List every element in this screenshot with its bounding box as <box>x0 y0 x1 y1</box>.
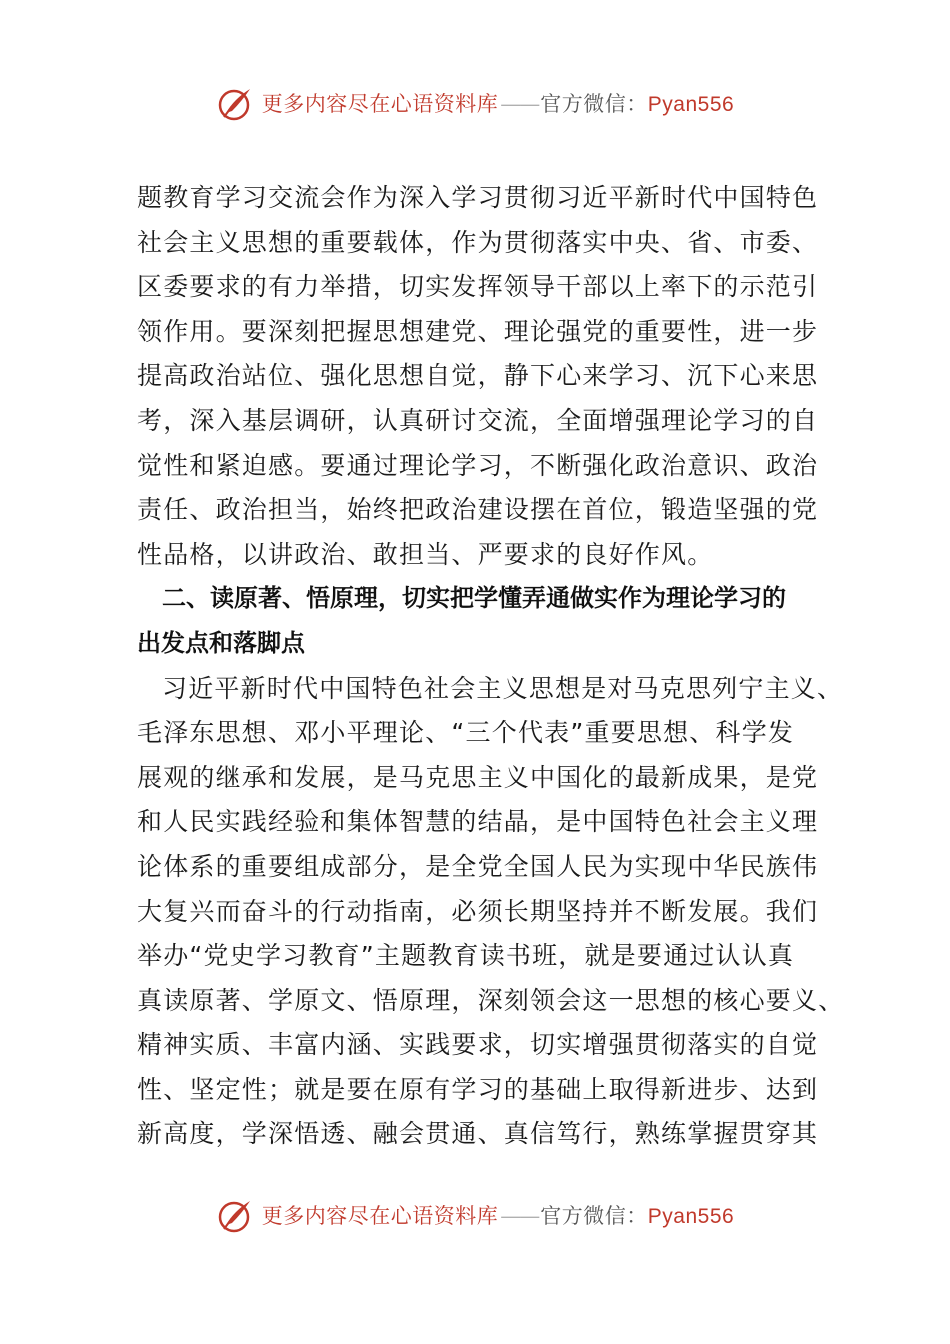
text-line: 区委要求的有力举措，切实发挥领导干部以上率下的示范引 <box>137 272 819 302</box>
banner-wechat-label: 官方微信： <box>540 92 648 116</box>
text-line: 大复兴而奋斗的行动指南，必须长期坚持并不断发展。我们 <box>137 896 819 926</box>
banner-text <box>262 88 734 118</box>
banner-separator: —— <box>500 92 539 116</box>
quill-logo-icon <box>216 83 256 123</box>
text-line: 和人民实践经验和集体智慧的结晶，是中国特色社会主义理 <box>137 807 819 837</box>
text-line: 真读原著、学原文、悟原理，深刻领会这一思想的核心要义、 <box>137 985 845 1015</box>
banner-main-text: 更多内容尽在心语资料库 <box>261 1204 499 1228</box>
banner-text <box>262 1200 734 1230</box>
text-line: 出发点和落脚点 <box>137 629 305 657</box>
text-line: 论体系的重要组成部分，是全党全国人民为实现中华民族伟 <box>137 851 819 881</box>
text-line: 社会主义思想的重要载体，作为贯彻落实中央、省、市委、 <box>137 227 819 257</box>
header-watermark-banner <box>0 78 950 128</box>
text-line: 领作用。要深刻把握思想建党、理论强党的重要性，进一步 <box>137 316 819 346</box>
banner-wechat-code: Pyan556 <box>647 93 735 116</box>
text-line: 提高政治站位、强化思想自觉，静下心来学习、沉下心来思 <box>137 361 819 391</box>
text-line: 考，深入基层调研，认真研讨交流，全面增强理论学习的自 <box>137 405 819 435</box>
text-line: 习近平新时代中国特色社会主义思想是对马克思列宁主义、 <box>162 673 844 703</box>
text-line: 展观的继承和发展，是马克思主义中国化的最新成果，是党 <box>137 762 819 792</box>
text-line: 新高度，学深悟透、融会贯通、真信笃行，熟练掌握贯穿其 <box>137 1119 819 1149</box>
text-line: 题教育学习交流会作为深入学习贯彻习近平新时代中国特色 <box>137 183 819 212</box>
text-line: 二、读原著、悟原理，切实把学懂弄通做实作为理论学习的 <box>162 585 786 613</box>
banner-separator: —— <box>500 1204 539 1228</box>
paragraph-1 <box>137 176 827 577</box>
text-line: 毛泽东思想、邓小平理论、“三个代表”重要思想、科学发 <box>137 718 795 748</box>
banner-wechat-code: Pyan556 <box>647 1205 735 1228</box>
text-line: 性、坚定性；就是要在原有学习的基础上取得新进步、达到 <box>137 1074 819 1104</box>
banner-main-text: 更多内容尽在心语资料库 <box>261 92 499 116</box>
banner-wechat-label: 官方微信： <box>540 1204 648 1228</box>
text-line: 觉性和紧迫感。要通过理论学习，不断强化政治意识、政治 <box>137 450 819 480</box>
footer-watermark-banner <box>0 1190 950 1240</box>
text-line: 精神实质、丰富内涵、实践要求，切实增强贯彻落实的自觉 <box>137 1030 819 1060</box>
section-heading <box>137 577 827 666</box>
text-line: 举办“党史学习教育”主题教育读书班，就是要通过认认真 <box>137 941 795 971</box>
paragraph-2 <box>137 667 845 1158</box>
text-line: 责任、政治担当，始终把政治建设摆在首位，锻造坚强的党 <box>137 495 819 525</box>
quill-logo-icon <box>216 1195 256 1235</box>
document-body <box>137 176 845 1157</box>
text-line: 性品格，以讲政治、敢担当、严要求的良好作风。 <box>137 539 714 569</box>
